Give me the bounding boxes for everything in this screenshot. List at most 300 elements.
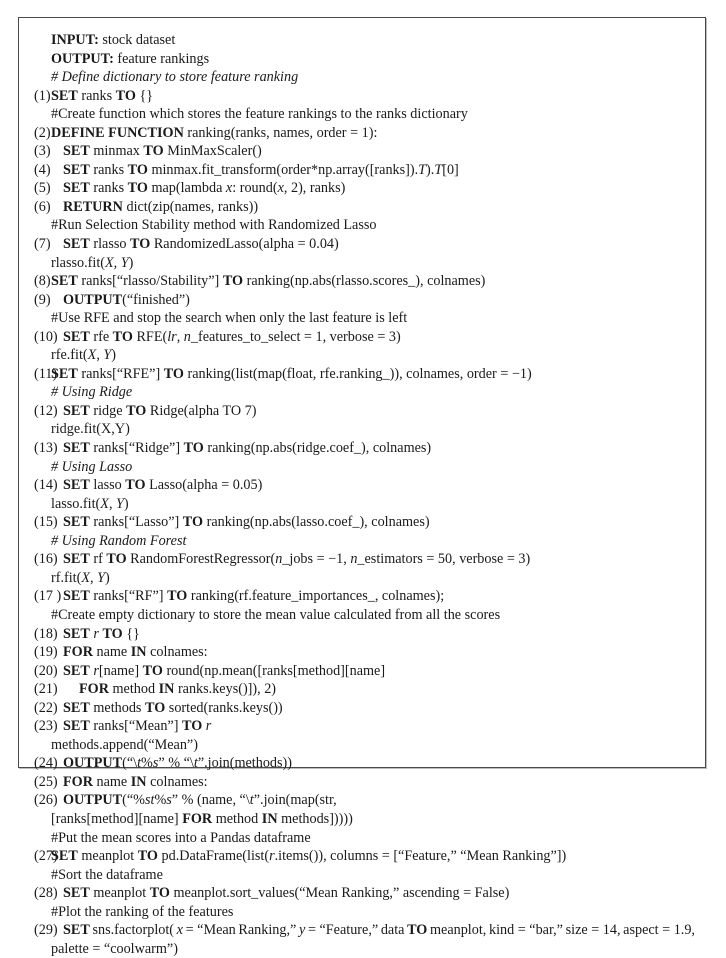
code-text: Lasso(alpha = 0.05) (145, 477, 263, 494)
line-number: (21) (34, 681, 58, 698)
code-line (19, 680, 705, 698)
code-text: ranking(np.abs(ridge.coef_), colnames) (203, 440, 432, 456)
line-number: (11) (34, 365, 58, 382)
comment-or-continuation-line (19, 606, 705, 624)
italic-text: Y (120, 254, 129, 271)
keyword: FOR (182, 811, 213, 827)
output-line (19, 50, 705, 68)
input-label: INPUT: (51, 32, 99, 48)
code-text: ranking(np.abs(lasso.coef_), colnames) (203, 514, 430, 531)
code-text: meanplot.sort_values(“Mean Ranking,” ascending = False) (169, 885, 510, 902)
line-text (63, 754, 292, 772)
code-text: methods])))) (277, 811, 353, 827)
code-line (19, 717, 705, 735)
code-text: RFE( (132, 328, 168, 345)
line-text (51, 903, 233, 921)
code-text: palette = “coolwarm”) (51, 940, 178, 957)
code-text: MinMaxScaler() (163, 143, 262, 160)
keyword: SET (63, 922, 90, 939)
code-line (19, 142, 705, 160)
output-label: OUTPUT: (51, 50, 114, 67)
code-line (19, 87, 705, 105)
keyword: TO (183, 440, 204, 456)
italic-text: Y (116, 495, 124, 512)
comment-or-continuation-line (19, 68, 705, 86)
code-text: ”.join(methods)) (197, 755, 292, 772)
code-line (19, 272, 705, 290)
line-text (79, 680, 276, 698)
keyword: TO (163, 365, 184, 382)
keyword: TO (127, 161, 148, 178)
code-line (19, 513, 705, 531)
code-text: minmax.fit_transform(order*np.array([ranks]). (147, 161, 419, 178)
keyword: OUTPUT (63, 755, 123, 772)
comment-or-continuation-line (19, 532, 705, 550)
line-text (63, 550, 530, 568)
line-text (63, 439, 431, 457)
keyword: SET (63, 328, 90, 345)
code-text: rfe (89, 328, 113, 345)
comment-or-continuation-line (19, 420, 705, 438)
code-text: pd.DataFrame(list( (157, 848, 270, 865)
comment-or-continuation-line (19, 458, 705, 476)
keyword: TO (115, 87, 136, 104)
keyword: SET (63, 588, 90, 605)
code-text: ranking(ranks, names, order = 1): (183, 124, 378, 141)
line-text (51, 309, 407, 327)
code-text: _jobs = −1, (282, 551, 351, 568)
code-text: ” % “\ (158, 755, 194, 772)
line-text (51, 346, 116, 364)
code-line (19, 662, 705, 680)
code-text: .items()), columns = [“Feature,” “Mean Ranking”]) (274, 848, 567, 865)
line-number: (10) (34, 328, 58, 345)
line-text (63, 625, 140, 643)
code-text: meanplot (77, 848, 138, 865)
line-text (51, 383, 132, 401)
code-line (19, 884, 705, 902)
italic-text: Y (97, 569, 105, 586)
line-number: (24) (34, 755, 58, 772)
code-text: [0] (442, 161, 459, 178)
line-number: (2) (34, 124, 51, 141)
keyword: TO (127, 180, 148, 197)
code-line (19, 402, 705, 420)
line-number: (18) (34, 625, 58, 642)
keyword: TO (145, 699, 166, 716)
code-text: methods (89, 699, 145, 716)
line-text (51, 272, 485, 290)
code-text: #Put the mean scores into a Pandas dataframe (51, 829, 311, 846)
line-text (51, 254, 133, 272)
italic-text: X (100, 495, 109, 512)
code-text: #Create function which stores the feature rankings to the ranks dictionary (51, 106, 468, 123)
code-text: name (92, 773, 131, 790)
line-text (63, 699, 283, 717)
code-text: size = 14, (565, 922, 621, 939)
comment-or-continuation-line (19, 829, 705, 847)
code-text: ranks[“Ridge”] (89, 440, 184, 456)
italic-text: T (434, 161, 443, 178)
code-line (19, 439, 705, 457)
line-text (51, 87, 153, 105)
line-text (63, 291, 190, 309)
comment-or-continuation-line (19, 569, 705, 587)
comment-or-continuation-line (19, 254, 705, 272)
italic-text: X (104, 254, 114, 271)
code-text: method (212, 811, 262, 827)
line-text (63, 717, 211, 735)
italic-text: n (275, 551, 283, 568)
code-text: , (176, 328, 184, 345)
code-text: , (108, 495, 117, 512)
code-line (19, 921, 705, 939)
code-text: kind = “bar,” (488, 922, 563, 939)
line-text (63, 773, 208, 791)
keyword: DEFINE FUNCTION (51, 124, 184, 141)
comment-or-continuation-line (19, 495, 705, 513)
line-text (63, 587, 444, 605)
code-text: , (113, 254, 121, 271)
keyword: SET (63, 477, 90, 494)
line-text (51, 365, 532, 383)
italic-text: X (87, 347, 97, 364)
italic-text: t (137, 755, 142, 772)
keyword: TO (130, 235, 151, 252)
line-number: (26) (34, 792, 58, 809)
keyword: TO (137, 848, 158, 865)
code-text: ) (123, 495, 129, 512)
code-text: methods.append(“Mean”) (51, 736, 198, 753)
code-text: , 2), ranks) (283, 180, 346, 197)
keyword: FOR (79, 681, 109, 698)
code-text: ) (105, 569, 110, 586)
line-text (51, 420, 130, 438)
keyword: TO (112, 328, 133, 345)
code-text: , (90, 569, 98, 586)
line-text (63, 179, 345, 197)
keyword: SET (63, 235, 90, 252)
line-number: (6) (34, 198, 51, 215)
code-line (19, 235, 705, 253)
line-text (51, 68, 298, 86)
keyword: TO (222, 273, 244, 290)
code-text: sns.factorplot( (92, 922, 175, 939)
code-text: ranking(np.abs(rlasso.scores_), colnames) (243, 273, 486, 290)
comment-or-continuation-line (19, 383, 705, 401)
code-line (19, 328, 705, 346)
keyword: SET (63, 440, 90, 456)
line-number: (19) (34, 644, 58, 661)
code-text: #Run Selection Stability method with Randomized Lasso (51, 217, 377, 234)
code-text: ridge (89, 402, 127, 419)
keyword: SET (51, 848, 78, 865)
line-text (63, 476, 262, 494)
code-text: (“finished”) (122, 291, 190, 308)
keyword: SET (63, 699, 90, 716)
keyword: SET (63, 161, 90, 178)
code-text: Ridge(alpha TO 7) (146, 402, 257, 419)
line-number: (28) (34, 885, 58, 902)
keyword: TO (407, 922, 428, 939)
line-number: (13) (34, 440, 58, 456)
code-text: {} (122, 625, 140, 642)
code-text: sorted(ranks.keys()) (165, 699, 283, 716)
line-number: (29) (34, 922, 58, 939)
code-line (19, 773, 705, 791)
code-line (19, 291, 705, 309)
line-text (51, 847, 566, 865)
code-text: map(lambda (147, 180, 226, 197)
italic-text: r (205, 718, 212, 735)
keyword: IN (130, 773, 147, 790)
line-text (63, 643, 208, 661)
code-text: (“\ (122, 755, 138, 772)
italic-text: x (277, 180, 284, 197)
line-number: (7) (34, 235, 51, 252)
code-text: meanplot, (429, 922, 487, 939)
keyword: SET (63, 885, 90, 902)
italic-text: # Using Random Forest (51, 532, 187, 549)
italic-text: n (350, 551, 358, 568)
code-line (19, 847, 705, 865)
code-text: ) (111, 347, 117, 364)
keyword: SET (63, 662, 90, 679)
code-text: % (154, 792, 167, 809)
code-text: ranking(rf.feature_importances_, colnames); (187, 588, 445, 605)
code-text: [ranks[method][name] (51, 811, 183, 827)
line-number: (27) (34, 848, 58, 865)
code-text: Ranking,” (238, 922, 297, 939)
code-text: rlasso (89, 235, 131, 252)
code-text: data (380, 922, 405, 939)
code-text: ” % (name, “\ (171, 792, 250, 809)
code-text: ”.join(map(str, (253, 792, 337, 809)
code-line (19, 587, 705, 605)
line-text (51, 810, 353, 828)
line-number: (16) (34, 551, 58, 568)
code-line (19, 124, 705, 142)
italic-text: n (183, 328, 191, 345)
italic-text: r (93, 625, 99, 642)
line-text (63, 235, 339, 253)
code-text: {} (135, 87, 154, 104)
line-text (51, 216, 377, 234)
italic-text: # Using Lasso (51, 458, 133, 475)
code-text: name (92, 644, 131, 661)
code-line (19, 476, 705, 494)
code-line (19, 179, 705, 197)
comment-or-continuation-line (19, 105, 705, 123)
comment-or-continuation-line (19, 309, 705, 327)
keyword: TO (142, 662, 163, 679)
code-text: rlasso.fit( (51, 254, 105, 271)
code-line (19, 161, 705, 179)
line-number: (9) (34, 291, 51, 308)
line-number: (23) (34, 718, 58, 735)
code-text: RandomizedLasso(alpha = 0.04) (150, 235, 339, 252)
line-text (51, 105, 468, 123)
keyword: SET (51, 273, 78, 290)
code-text: RandomForestRegressor( (126, 551, 276, 568)
code-text: = “Mean (185, 922, 236, 939)
keyword: OUTPUT (63, 291, 123, 308)
line-text (63, 402, 257, 420)
line-text (63, 161, 459, 179)
code-text: dict(zip(names, ranks)) (122, 198, 259, 215)
code-text: rf (89, 551, 107, 568)
code-line (19, 643, 705, 661)
line-number: (1) (34, 87, 51, 104)
keyword: TO (182, 718, 203, 735)
code-text: ridge.fit(X,Y) (51, 421, 130, 438)
code-text: lasso.fit( (51, 495, 101, 512)
line-number: (17 ) (34, 588, 62, 605)
code-text: colnames: (146, 773, 208, 790)
code-text: ranks[“Lasso”] (89, 514, 183, 531)
comment-or-continuation-line (19, 940, 705, 958)
line-text (51, 124, 377, 142)
line-text (51, 940, 178, 958)
code-text: (“% (122, 792, 145, 809)
line-number: (25) (34, 773, 58, 790)
keyword: TO (182, 514, 204, 531)
italic-text: r (269, 848, 275, 865)
line-number: (8) (34, 273, 51, 290)
comment-or-continuation-line (19, 903, 705, 921)
keyword: IN (261, 811, 278, 827)
line-text (63, 513, 430, 531)
code-text: aspect = 1.9, (623, 922, 695, 939)
code-text: ranks (89, 161, 128, 178)
code-text: rf.fit( (51, 569, 82, 586)
code-text: ) (128, 254, 134, 271)
comment-or-continuation-line (19, 736, 705, 754)
line-text (63, 662, 385, 680)
line-number: (20) (34, 662, 58, 679)
keyword: SET (51, 365, 78, 382)
code-text: ranks[“RF”] (89, 588, 168, 605)
line-text (51, 458, 132, 476)
code-line (19, 550, 705, 568)
code-text: method (108, 681, 159, 698)
keyword: SET (63, 514, 90, 531)
line-number: (3) (34, 143, 51, 160)
code-line (19, 198, 705, 216)
code-text: ranking(list(map(float, rfe.ranking_)), colnames, order = −1) (183, 365, 532, 382)
code-text: ranks (77, 87, 116, 104)
line-text (51, 495, 129, 513)
code-text: = “Feature,” (307, 922, 379, 939)
line-text (63, 198, 258, 216)
line-number: (14) (34, 477, 58, 494)
line-number: (12) (34, 402, 58, 419)
italic-text: x (176, 922, 183, 939)
keyword: FOR (63, 773, 93, 790)
code-text: round(np.mean([ranks[method][name] (162, 662, 386, 679)
italic-text: t (249, 792, 254, 809)
keyword: TO (102, 625, 123, 642)
italic-text: t (193, 755, 198, 772)
keyword: OUTPUT (63, 792, 123, 809)
output-value: feature rankings (113, 50, 210, 67)
input-line (19, 31, 705, 49)
line-text (51, 569, 110, 587)
line-text (63, 921, 695, 939)
line-number: (5) (34, 180, 51, 197)
line-text (63, 884, 509, 902)
italic-text: y (298, 922, 306, 939)
code-text: [name] (98, 662, 143, 679)
code-line (19, 699, 705, 717)
code-text: _estimators = 50, verbose = 3) (357, 551, 531, 568)
line-text (51, 532, 186, 550)
keyword: SET (63, 402, 90, 419)
italic-text: x (225, 180, 233, 197)
keyword: SET (63, 551, 90, 568)
keyword: IN (158, 681, 175, 698)
keyword: TO (126, 402, 147, 419)
italic-text: lr (167, 328, 177, 345)
code-text: #Plot the ranking of the features (51, 903, 234, 920)
italic-text: T (418, 161, 427, 178)
line-text (51, 606, 500, 624)
code-text: _features_to_select = 1, verbose = 3) (190, 328, 401, 345)
code-text: #Sort the dataframe (51, 866, 163, 883)
code-text: rfe.fit( (51, 347, 88, 364)
line-text (63, 142, 262, 160)
code-text: % (141, 755, 153, 772)
code-text: ). (426, 161, 435, 178)
comment-or-continuation-line (19, 346, 705, 364)
keyword: TO (125, 477, 146, 494)
code-text: #Create empty dictionary to store the mean value calculated from all the scores (51, 606, 501, 623)
keyword: IN (130, 644, 147, 661)
italic-text: s (152, 755, 159, 772)
code-text: ranks[“Mean”] (89, 718, 182, 735)
line-text (51, 829, 311, 847)
code-text: : round( (232, 180, 278, 197)
code-text: lasso (89, 477, 126, 494)
line-number: (4) (34, 161, 51, 178)
code-text: ranks (89, 180, 128, 197)
line-text (63, 328, 401, 346)
code-text: ranks[“RFE”] (77, 365, 164, 382)
comment-or-continuation-line (19, 866, 705, 884)
keyword: TO (106, 551, 127, 568)
comment-or-continuation-line (19, 810, 705, 828)
keyword: SET (63, 718, 90, 735)
keyword: SET (63, 180, 90, 197)
keyword: SET (63, 625, 90, 642)
comment-or-continuation-line (19, 216, 705, 234)
keyword: TO (143, 143, 164, 160)
code-text: meanplot (89, 885, 150, 902)
code-line (19, 625, 705, 643)
code-text: #Use RFE and stop the search when only the last feature is left (51, 310, 408, 327)
input-text (51, 31, 175, 49)
keyword: RETURN (63, 198, 123, 215)
keyword: SET (63, 143, 90, 160)
line-text (51, 866, 163, 884)
code-text: minmax (89, 143, 144, 160)
italic-text: # Define dictionary to store feature ranking (51, 69, 299, 85)
code-text: , (96, 347, 104, 364)
italic-text: st (144, 792, 155, 809)
keyword: FOR (63, 644, 93, 661)
algorithm-box (18, 17, 706, 957)
keyword: TO (167, 588, 188, 605)
